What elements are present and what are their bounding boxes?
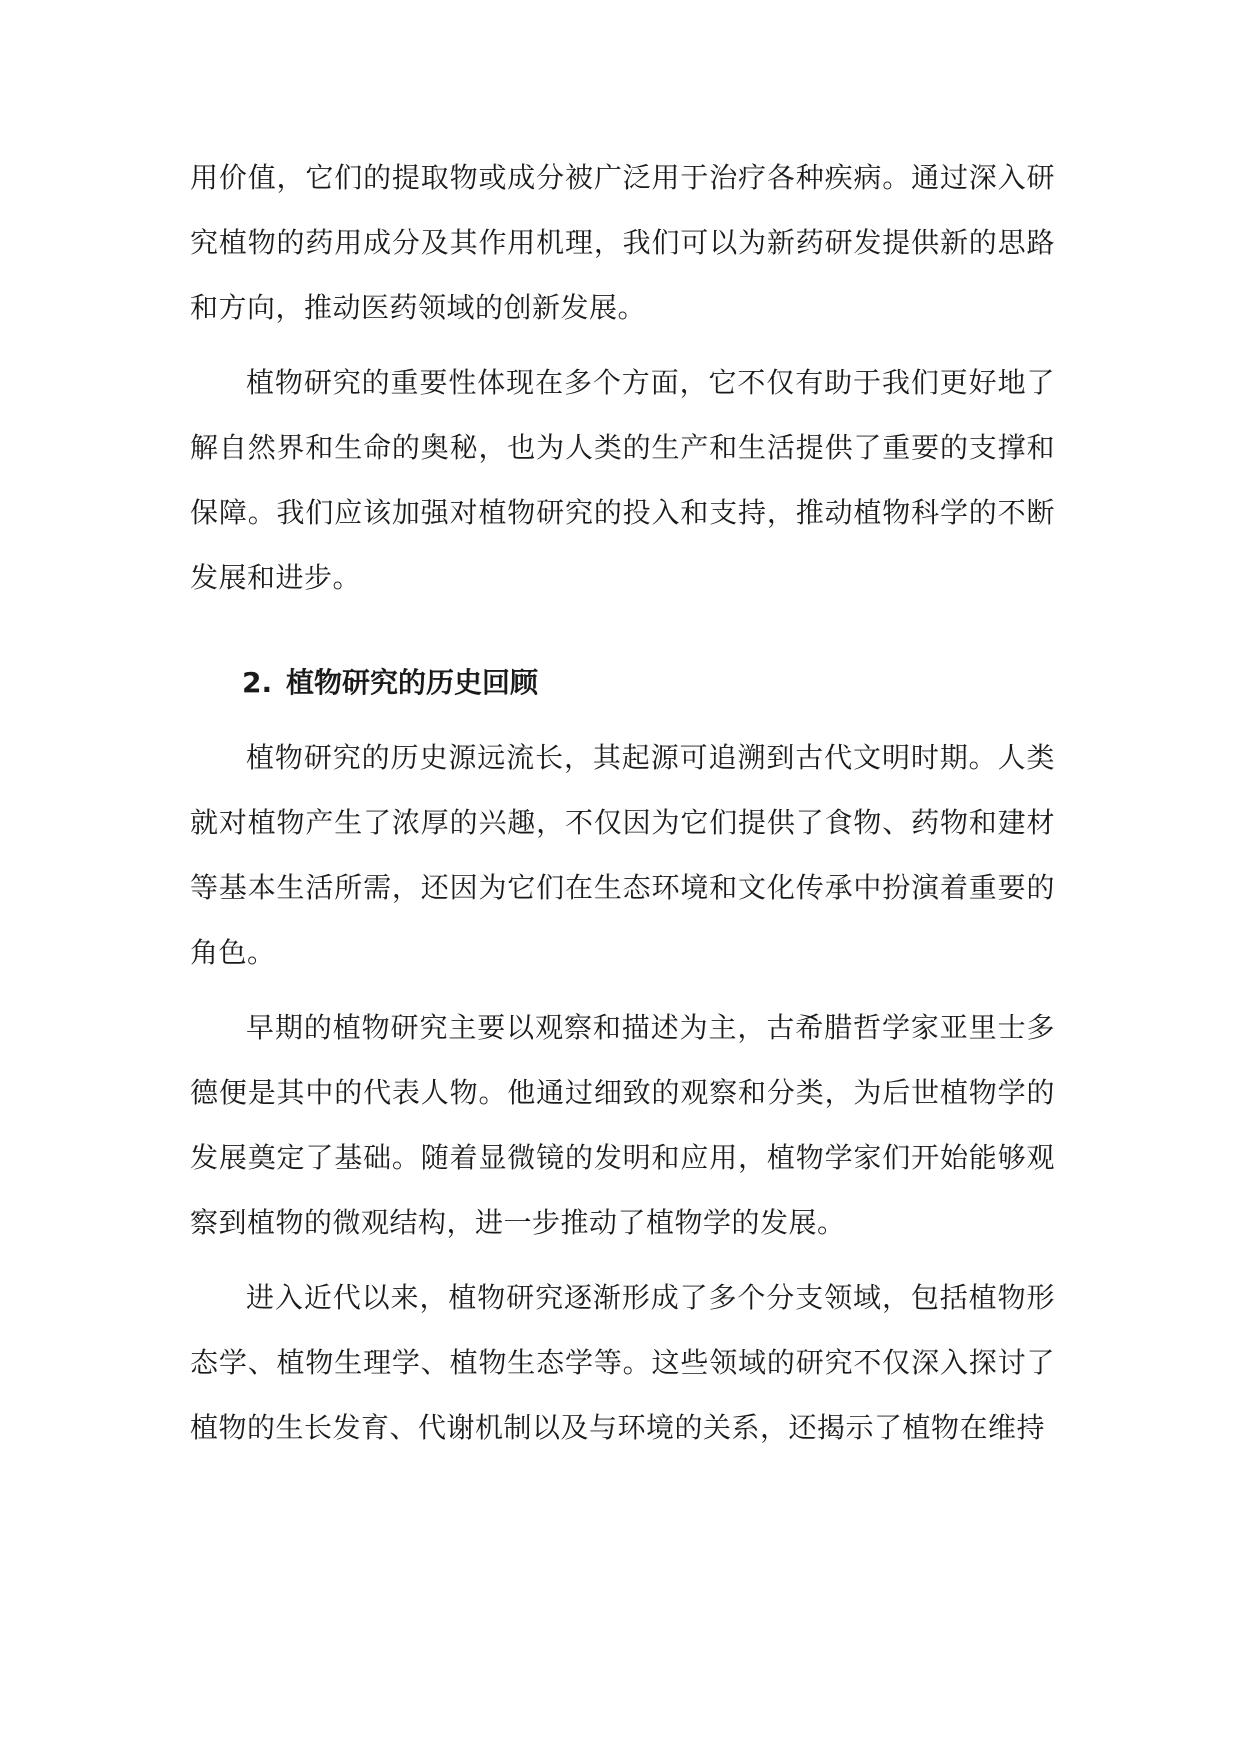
section-number: 2. <box>242 666 273 699</box>
paragraph-continued: 用价值，它们的提取物或成分被广泛用于治疗各种疾病。通过深入研究植物的药用成分及其作用机理，我们可以为新药研发提供新的思路和方向，推动医药领域的创新发展。 <box>190 161 1055 324</box>
paragraph-gap <box>190 985 1055 995</box>
paragraph-gap <box>190 340 1055 350</box>
section-title: 植物研究的历史回顾 <box>286 666 539 699</box>
paragraph-gap <box>190 1255 1055 1265</box>
paragraph: 植物研究的重要性体现在多个方面，它不仅有助于我们更好地了解自然界和生命的奥秘，也为人类的生产和生活提供了重要的支撑和保障。我们应该加强对植物研究的投入和支持，推动植物科学的不断发展和进步。 <box>190 366 1055 594</box>
document-body <box>190 145 1055 1460</box>
section-heading <box>190 650 1055 715</box>
paragraph: 植物研究的历史源远流长，其起源可追溯到古代文明时期。人类就对植物产生了浓厚的兴趣，不仅因为它们提供了食物、药物和建材等基本生活所需，还因为它们在生态环境和文化传承中扮演着重要的角色。 <box>190 741 1055 969</box>
paragraph: 进入近代以来，植物研究逐渐形成了多个分支领域，包括植物形态学、植物生理学、植物生态学等。这些领域的研究不仅深入探讨了植物的生长发育、代谢机制以及与环境的关系，还揭示了植物在维持 <box>190 1281 1055 1444</box>
paragraph: 早期的植物研究主要以观察和描述为主，古希腊哲学家亚里士多德便是其中的代表人物。他通过细致的观察和分类，为后世植物学的发展奠定了基础。随着显微镜的发明和应用，植物学家们开始能够观察到植物的微观结构，进一步推动了植物学的发展。 <box>190 1011 1055 1239</box>
